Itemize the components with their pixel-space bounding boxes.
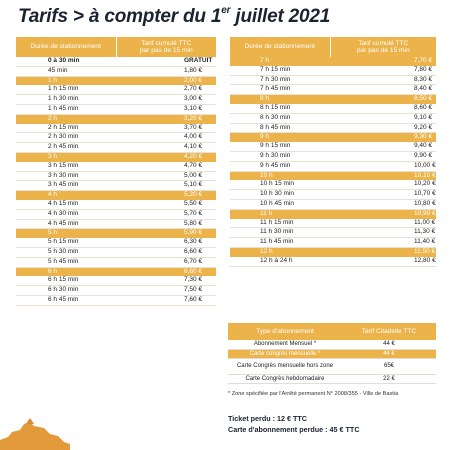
citadel-illustration xyxy=(0,410,70,450)
table-row xyxy=(16,104,216,114)
duration-cell: 3 h xyxy=(16,152,116,161)
price-cell: 11,40 € xyxy=(330,238,436,248)
abonnement-type-cell: Carte congrès mensuelle * xyxy=(228,349,342,358)
duration-cell: 1 h xyxy=(16,76,116,85)
duration-cell: 9 h xyxy=(230,133,330,142)
price-cell: 5,80 € xyxy=(116,219,216,229)
table-row xyxy=(230,228,436,238)
table-row xyxy=(230,257,436,266)
duration-cell: 4 h 45 min xyxy=(16,219,116,229)
table-row xyxy=(16,171,216,181)
duration-cell: 2 h 30 min xyxy=(16,133,116,143)
duration-cell: 6 h xyxy=(16,267,116,276)
tarif-table-right xyxy=(230,37,436,267)
price-cell: 3,00 € xyxy=(116,95,216,105)
price-cell: 3,10 € xyxy=(116,104,216,114)
price-cell: 5,10 € xyxy=(116,181,216,191)
table-row xyxy=(16,152,216,161)
price-cell: 5,70 € xyxy=(116,209,216,219)
price-cell: 8,50 € xyxy=(330,95,436,104)
table-row xyxy=(230,75,436,85)
title-main: Tarifs > à compter du 1 xyxy=(18,6,222,27)
duration-cell: 1 h 15 min xyxy=(16,85,116,94)
duration-cell: 9 h 15 min xyxy=(230,142,330,151)
duration-cell: 2 h 15 min xyxy=(16,124,116,133)
duration-cell: 3 h 15 min xyxy=(16,162,116,171)
duration-cell: 7 h 45 min xyxy=(230,85,330,95)
duration-cell: 11 h 15 min xyxy=(230,219,330,228)
price-cell: 5,90 € xyxy=(116,229,216,238)
duration-cell: 11 h 30 min xyxy=(230,228,330,238)
zone-footnote: * Zone spécifiée par l'Arrêté permanent N° 2008/355 - Ville de Bastia xyxy=(228,391,399,397)
table-row xyxy=(230,142,436,151)
price-cell: 4,00 € xyxy=(116,133,216,143)
header-price xyxy=(116,37,216,57)
table-row xyxy=(230,219,436,228)
duration-cell: 10 h 30 min xyxy=(230,190,330,200)
table-row xyxy=(230,238,436,248)
price-cell: 9,40 € xyxy=(330,142,436,151)
abonnement-header-type: Type d'abonnement xyxy=(228,323,342,340)
abonnement-header xyxy=(228,323,436,340)
duration-cell: 6 h 45 min xyxy=(16,295,116,305)
header-price-line2: par pas de 15 min xyxy=(139,47,193,54)
abonnement-row xyxy=(228,340,436,349)
price-cell: 3,20 € xyxy=(116,114,216,123)
price-cell: 8,40 € xyxy=(330,85,436,95)
table-row xyxy=(16,200,216,209)
header-duration: Durée de stationnement xyxy=(16,37,116,57)
price-cell: 5,50 € xyxy=(116,200,216,209)
abonnement-type-cell: Abonnement Mensuel * xyxy=(228,340,342,349)
price-cell: 6,70 € xyxy=(116,257,216,267)
price-cell: 1,80 € xyxy=(116,66,216,76)
price-cell: 10,20 € xyxy=(330,180,436,189)
duration-cell: 5 h 30 min xyxy=(16,247,116,257)
duration-cell: 4 h 30 min xyxy=(16,209,116,219)
price-cell: 5,20 € xyxy=(116,191,216,200)
price-cell: 4,10 € xyxy=(116,143,216,153)
table-row xyxy=(16,124,216,133)
duration-cell: 4 h xyxy=(16,191,116,200)
abonnement-price-cell: 44 € xyxy=(342,349,436,358)
price-cell: 6,60 € xyxy=(116,247,216,257)
table-row xyxy=(16,143,216,153)
duration-cell: 0 à 30 min xyxy=(16,57,116,66)
abonnement-price-cell: 65€ xyxy=(342,358,436,374)
lost-card-price: Carte d'abonnement perdue : 45 € TTC xyxy=(228,425,360,434)
duration-cell: 11 h 45 min xyxy=(230,238,330,248)
duration-cell: 3 h 45 min xyxy=(16,181,116,191)
abonnement-row xyxy=(228,349,436,358)
table-row xyxy=(16,209,216,219)
price-cell: 9,10 € xyxy=(330,113,436,123)
price-cell: 9,30 € xyxy=(330,133,436,142)
table-row xyxy=(230,190,436,200)
duration-cell: 7 h xyxy=(230,57,330,66)
duration-cell: 7 h 30 min xyxy=(230,75,330,85)
table-row xyxy=(230,171,436,180)
duration-cell: 8 h 15 min xyxy=(230,104,330,113)
price-cell: 10,10 € xyxy=(330,171,436,180)
duration-cell: 6 h 15 min xyxy=(16,276,116,285)
duration-cell: 10 h 15 min xyxy=(230,180,330,189)
abonnement-type-cell: Carte Congrès mensuelle hors zone xyxy=(228,358,342,374)
table-row xyxy=(230,247,436,256)
duration-cell: 6 h 30 min xyxy=(16,286,116,296)
price-cell: 8,60 € xyxy=(330,104,436,113)
table-row xyxy=(16,257,216,267)
abonnement-type-cell: Carte Congrès hebdomadaire xyxy=(228,374,342,383)
price-cell: 7,30 € xyxy=(116,276,216,285)
price-cell: 10,00 € xyxy=(330,161,436,171)
header-price-line2: par pas de 15 min xyxy=(356,47,410,54)
duration-cell: 7 h 15 min xyxy=(230,66,330,75)
abonnement-row xyxy=(228,374,436,383)
price-cell: 9,90 € xyxy=(330,151,436,161)
duration-cell: 1 h 30 min xyxy=(16,95,116,105)
table-row xyxy=(230,199,436,209)
table-row xyxy=(16,57,216,66)
price-cell: 5,00 € xyxy=(116,171,216,181)
table-row xyxy=(230,95,436,104)
duration-cell: 3 h 30 min xyxy=(16,171,116,181)
price-cell: 10,80 € xyxy=(330,199,436,209)
price-cell: 7,50 € xyxy=(116,286,216,296)
table-row xyxy=(230,151,436,161)
header-price-line1: Tarif cumulé TTC xyxy=(141,39,192,47)
abonnement-row xyxy=(228,358,436,374)
table-row xyxy=(230,161,436,171)
price-cell: 10,90 € xyxy=(330,209,436,218)
table-row xyxy=(16,276,216,285)
table-row xyxy=(230,123,436,133)
table-row xyxy=(16,76,216,85)
table-row xyxy=(16,267,216,276)
duration-cell: 12 h xyxy=(230,247,330,256)
duration-cell: 8 h 30 min xyxy=(230,113,330,123)
duration-cell: 8 h xyxy=(230,95,330,104)
table-row xyxy=(230,57,436,66)
table-row xyxy=(16,247,216,257)
table-row xyxy=(16,95,216,105)
table-row xyxy=(16,295,216,305)
table-row xyxy=(16,85,216,94)
duration-cell: 9 h 45 min xyxy=(230,161,330,171)
duration-cell: 10 h xyxy=(230,171,330,180)
price-cell: 11,00 € xyxy=(330,219,436,228)
table-row xyxy=(230,66,436,75)
price-cell: 7,70 € xyxy=(330,57,436,66)
table-row xyxy=(16,133,216,143)
table-row xyxy=(230,209,436,218)
price-cell: 4,20 € xyxy=(116,152,216,161)
table-row xyxy=(16,114,216,123)
table-row xyxy=(16,162,216,171)
table-row xyxy=(230,113,436,123)
lost-ticket-price: Ticket perdu : 12 € TTC xyxy=(228,414,307,423)
table-row xyxy=(230,180,436,189)
abonnement-price-cell: 22 € xyxy=(342,374,436,383)
duration-cell: 8 h 45 min xyxy=(230,123,330,133)
price-cell: 10,70 € xyxy=(330,190,436,200)
tarif-table-header xyxy=(16,37,216,57)
header-price-line1: Tarif cumulé TTC xyxy=(358,39,409,47)
title-superscript: er xyxy=(221,4,231,16)
abonnement-header-tarif: Tarif Citadelle TTC xyxy=(342,323,436,340)
table-row xyxy=(16,219,216,229)
table-row xyxy=(230,104,436,113)
price-cell: 2,70 € xyxy=(116,85,216,94)
page-title xyxy=(18,6,330,28)
duration-cell: 2 h xyxy=(16,114,116,123)
table-row xyxy=(16,191,216,200)
duration-cell: 5 h xyxy=(16,229,116,238)
duration-cell: 10 h 45 min xyxy=(230,199,330,209)
price-cell: 3,70 € xyxy=(116,124,216,133)
duration-cell: 2 h 45 min xyxy=(16,143,116,153)
abonnement-price-cell: 44 € xyxy=(342,340,436,349)
price-cell: GRATUIT xyxy=(116,57,216,66)
price-cell: 11,30 € xyxy=(330,228,436,238)
tarif-table-header xyxy=(230,37,436,57)
table-row xyxy=(16,238,216,247)
abonnement-table xyxy=(228,323,436,384)
table-row xyxy=(16,229,216,238)
price-cell: 7,80 € xyxy=(330,66,436,75)
header-price xyxy=(330,37,436,57)
table-row xyxy=(16,286,216,296)
duration-cell: 45 min xyxy=(16,66,116,76)
duration-cell: 12 h à 24 h xyxy=(230,257,330,266)
price-cell: 11,50 € xyxy=(330,247,436,256)
price-cell: 12,80 € xyxy=(330,257,436,266)
duration-cell: 5 h 45 min xyxy=(16,257,116,267)
duration-cell: 9 h 30 min xyxy=(230,151,330,161)
price-cell: 7,60 € xyxy=(116,295,216,305)
price-cell: 6,30 € xyxy=(116,238,216,247)
price-cell: 4,70 € xyxy=(116,162,216,171)
table-row xyxy=(230,85,436,95)
table-row xyxy=(230,133,436,142)
duration-cell: 4 h 15 min xyxy=(16,200,116,209)
price-cell: 9,20 € xyxy=(330,123,436,133)
price-cell: 8,30 € xyxy=(330,75,436,85)
duration-cell: 1 h 45 min xyxy=(16,104,116,114)
header-duration: Durée de stationnement xyxy=(230,37,330,57)
price-cell: 2,00 € xyxy=(116,76,216,85)
tarif-table-left xyxy=(16,37,216,306)
table-row xyxy=(16,66,216,76)
duration-cell: 5 h 15 min xyxy=(16,238,116,247)
price-cell: 6,80 € xyxy=(116,267,216,276)
title-end: juillet 2021 xyxy=(230,6,331,27)
duration-cell: 11 h xyxy=(230,209,330,218)
table-row xyxy=(16,181,216,191)
